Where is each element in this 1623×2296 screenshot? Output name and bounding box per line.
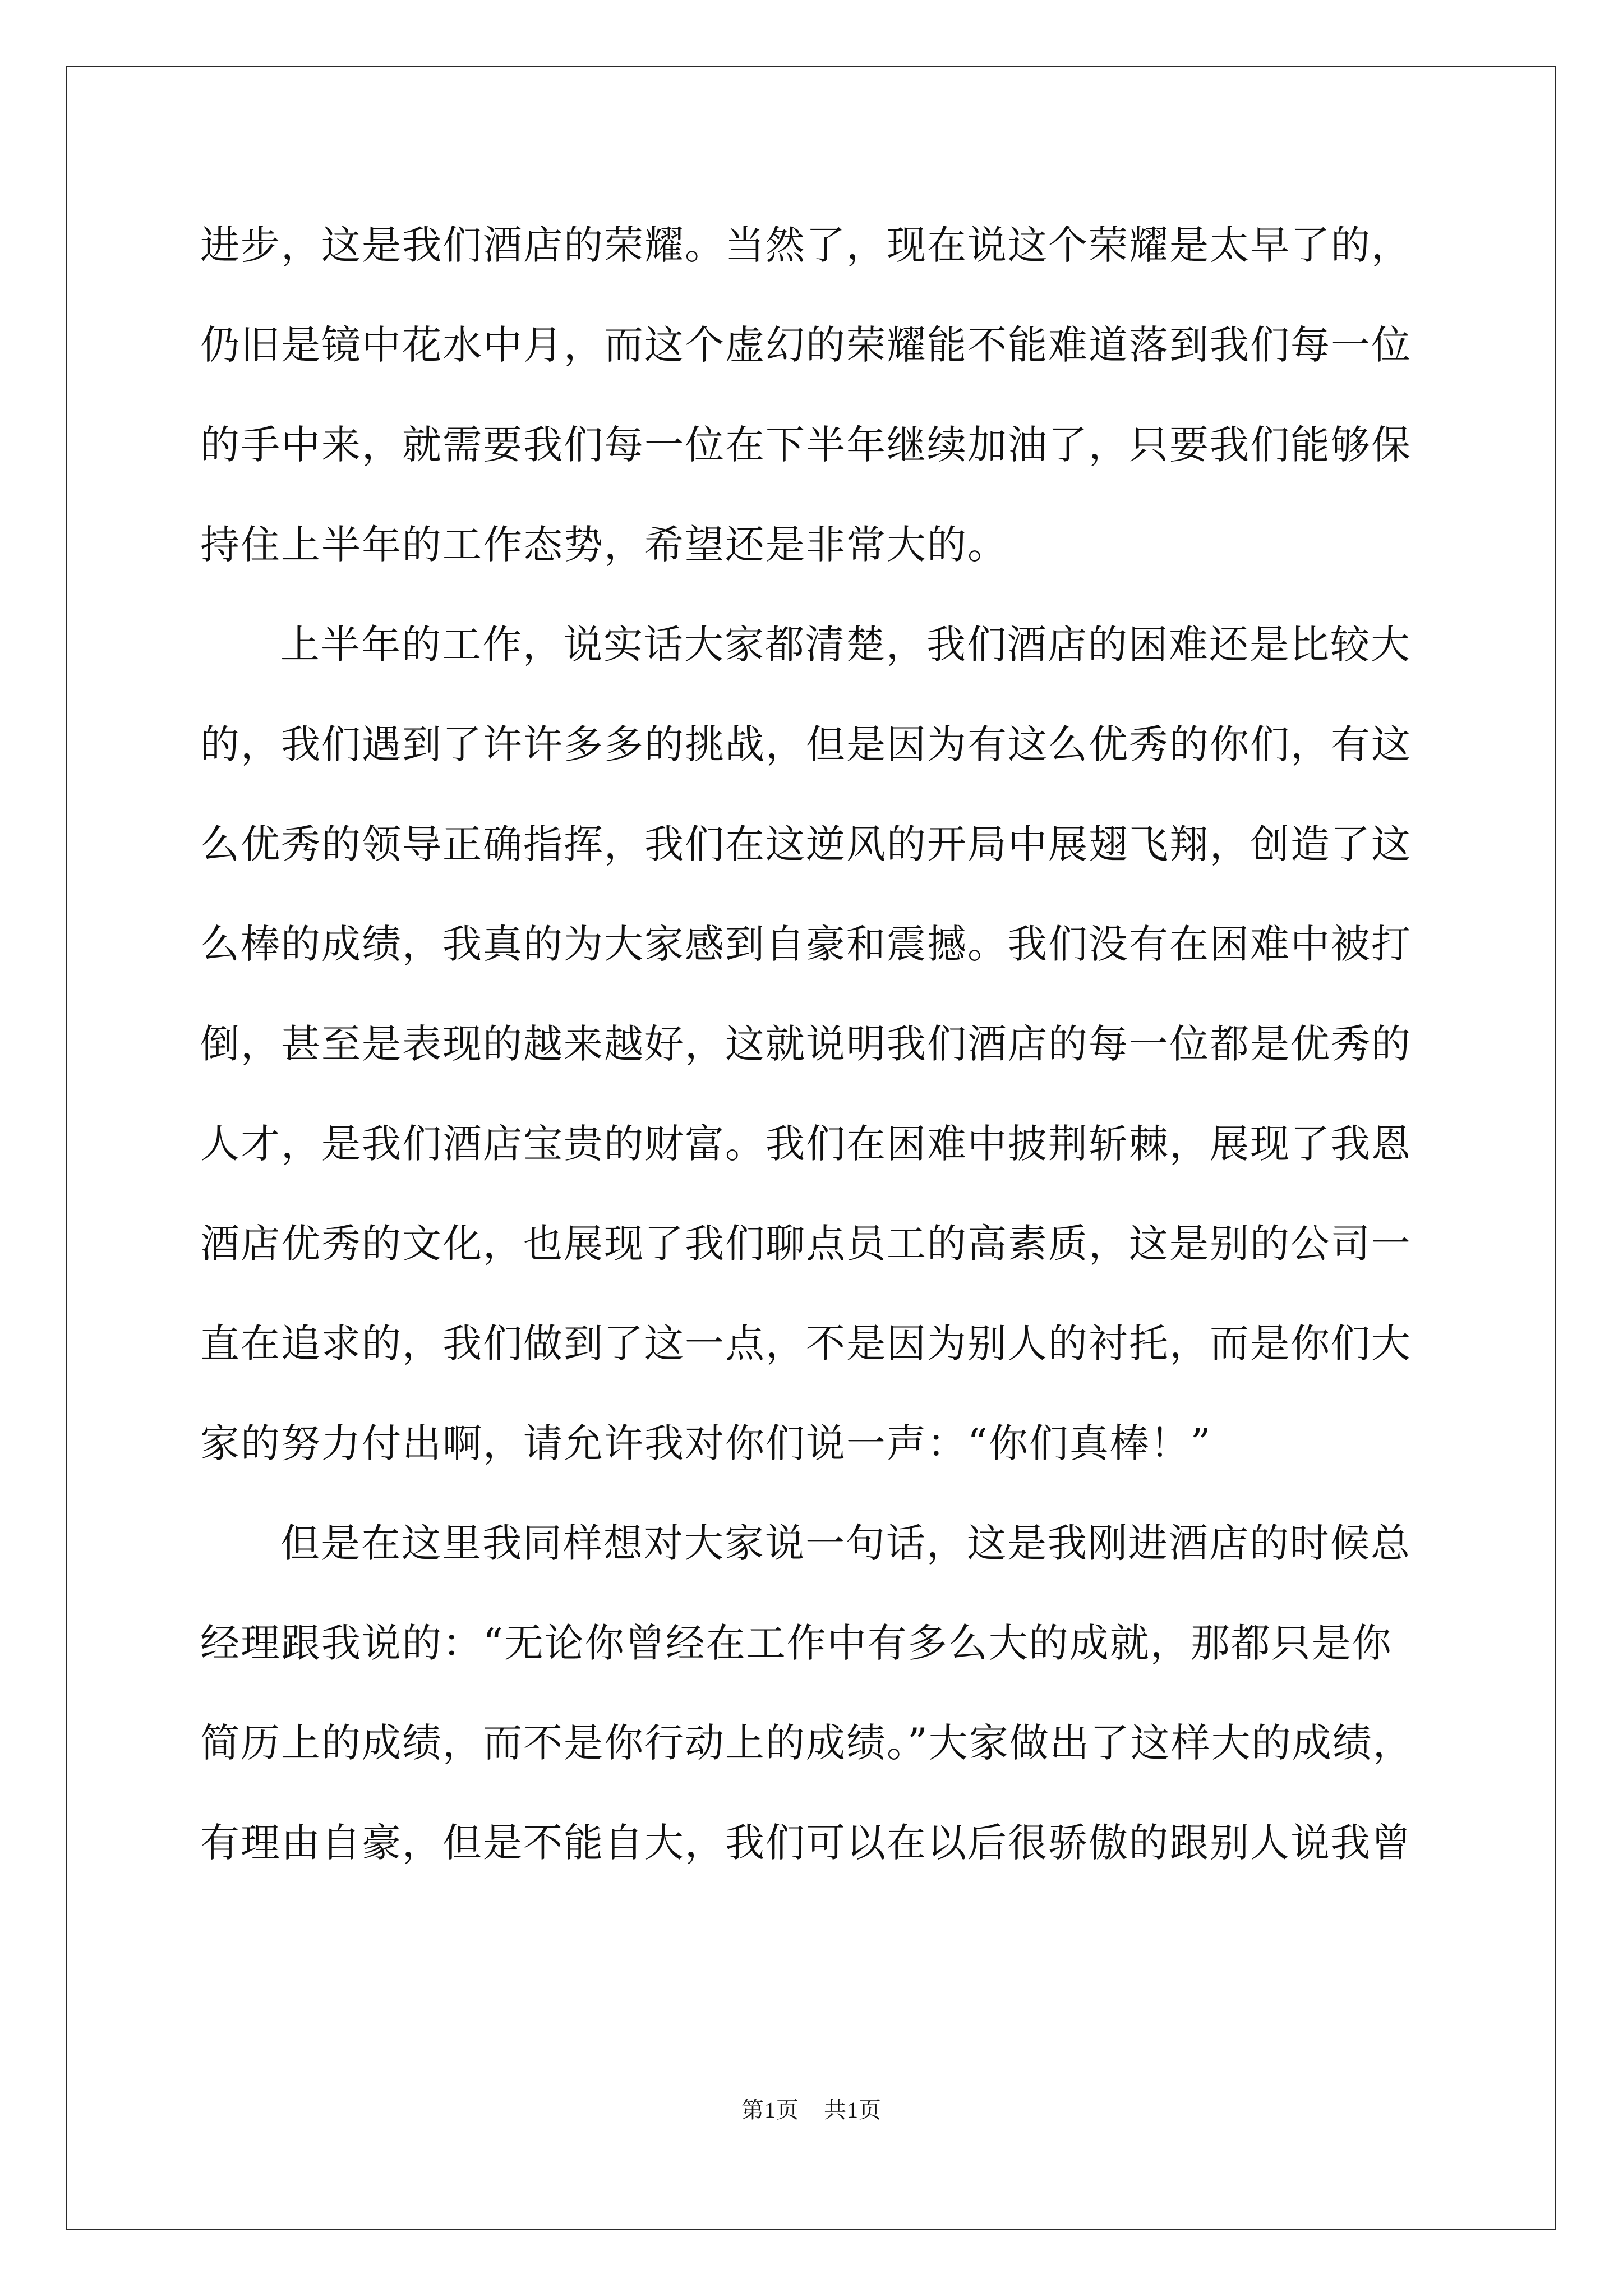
text-line: 么优秀的领导正确指挥，我们在这逆风的开局中展翅飞翔，创造了这: [200, 821, 1412, 867]
text-line: 持住上半年的工作态势，希望还是非常大的。: [200, 522, 1008, 568]
text-line: 直在追求的，我们做到了这一点，不是因为别人的衬托，而是你们大: [200, 1320, 1412, 1366]
page-number-total: 共1页: [824, 2097, 882, 2123]
text-line: 人才，是我们酒店宝贵的财富。我们在困难中披荆斩棘，展现了我恩: [200, 1121, 1412, 1167]
text-line: 的手中来，就需要我们每一位在下半年继续加油了，只要我们能够保: [200, 422, 1412, 468]
text-line: 仍旧是镜中花水中月，而这个虚幻的荣耀能不能难道落到我们每一位: [200, 322, 1412, 368]
page-number-current: 第1页: [741, 2097, 799, 2123]
text-line: 进步，这是我们酒店的荣耀。当然了，现在说这个荣耀是太早了的，: [200, 222, 1412, 268]
text-line: 简历上的成绩，而不是你行动上的成绩。”大家做出了这样大的成绩，: [200, 1720, 1413, 1766]
text-line: 上半年的工作，说实话大家都清楚，我们酒店的困难还是比较大: [280, 622, 1411, 668]
text-line: 么棒的成绩，我真的为大家感到自豪和震撼。我们没有在困难中被打: [200, 921, 1412, 967]
text-line: 有理由自豪，但是不能自大，我们可以在以后很骄傲的跟别人说我曾: [200, 1820, 1412, 1866]
text-line: 家的努力付出啊，请允许我对你们说一声：“你们真棒！”: [200, 1420, 1212, 1466]
text-line: 的，我们遇到了许许多多的挑战，但是因为有这么优秀的你们，有这: [200, 721, 1412, 767]
document-body: [200, 195, 1434, 1893]
text-line: 倒，甚至是表现的越来越好，这就说明我们酒店的每一位都是优秀的: [200, 1021, 1412, 1067]
text-line: 经理跟我说的：“无论你曾经在工作中有多么大的成就，那都只是你: [200, 1620, 1393, 1666]
page-footer: [0, 2092, 1623, 2124]
text-line: 酒店优秀的文化，也展现了我们聊点员工的高素质，这是别的公司一: [200, 1221, 1412, 1267]
text-line: 但是在这里我同样想对大家说一句话，这是我刚进酒店的时候总: [280, 1520, 1411, 1566]
